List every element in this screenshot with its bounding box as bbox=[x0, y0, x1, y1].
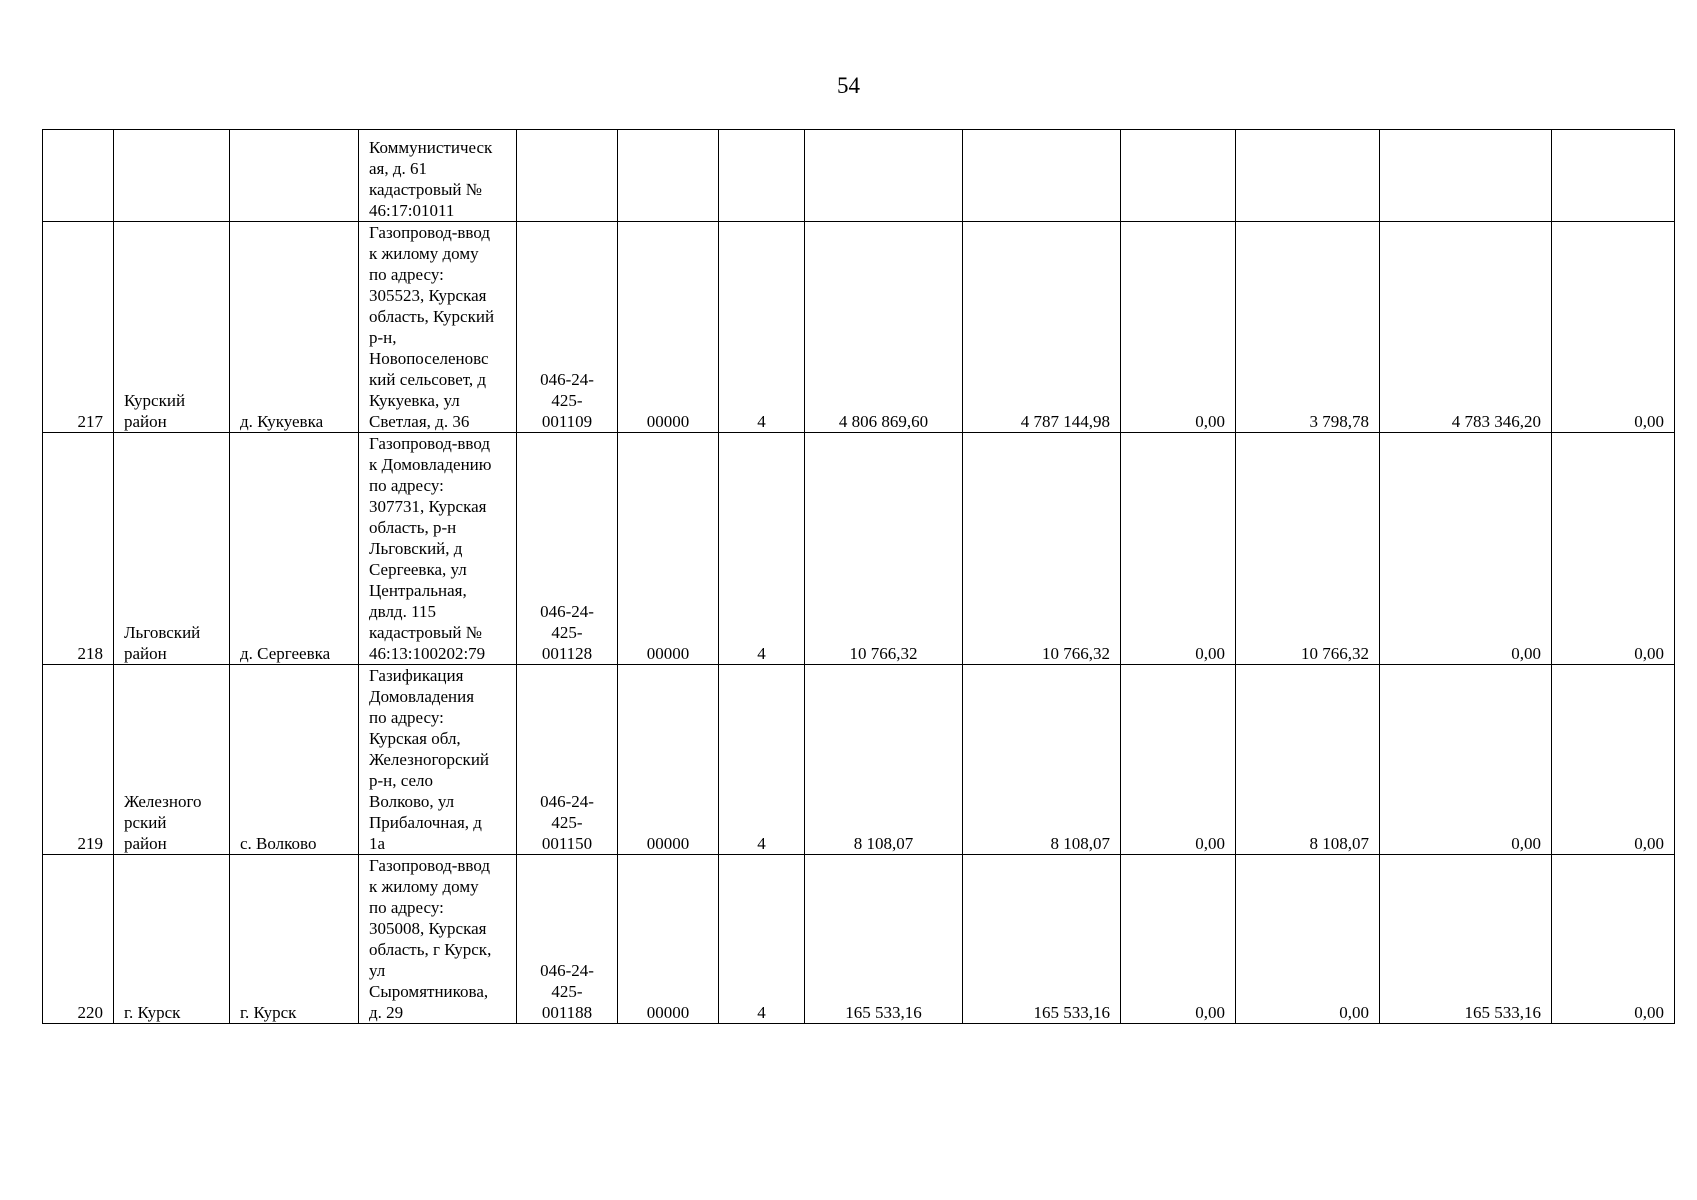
table-row bbox=[43, 855, 1675, 1024]
amount-cell: 4 783 346,20 bbox=[1380, 222, 1552, 433]
object-code-cell: 046-24- 425- 001150 bbox=[517, 665, 618, 855]
amount-cell bbox=[1380, 130, 1552, 222]
row-number-cell bbox=[43, 130, 114, 222]
object-code-cell: 046-24- 425- 001188 bbox=[517, 855, 618, 1024]
row-number-cell: 218 bbox=[43, 433, 114, 665]
amount-cell bbox=[805, 130, 963, 222]
object-code-cell bbox=[517, 130, 618, 222]
amount-cell bbox=[1552, 130, 1675, 222]
locality-cell: г. Курск bbox=[230, 855, 359, 1024]
amount-cell: 4 787 144,98 bbox=[963, 222, 1121, 433]
amount-cell: 165 533,16 bbox=[805, 855, 963, 1024]
value-cell: 4 bbox=[719, 665, 805, 855]
data-table bbox=[42, 129, 1675, 1024]
table-row bbox=[43, 222, 1675, 433]
amount-cell: 0,00 bbox=[1236, 855, 1380, 1024]
table-row bbox=[43, 130, 1675, 222]
page-number: 54 bbox=[837, 73, 860, 98]
district-cell: Курский район bbox=[114, 222, 230, 433]
amount-cell: 0,00 bbox=[1552, 222, 1675, 433]
amount-cell bbox=[963, 130, 1121, 222]
amount-cell bbox=[1236, 130, 1380, 222]
amount-cell: 0,00 bbox=[1121, 222, 1236, 433]
amount-cell: 3 798,78 bbox=[1236, 222, 1380, 433]
object-code-cell: 046-24- 425- 001109 bbox=[517, 222, 618, 433]
row-number-cell: 217 bbox=[43, 222, 114, 433]
locality-cell: д. Кукуевка bbox=[230, 222, 359, 433]
object-code-cell: 046-24- 425- 001128 bbox=[517, 433, 618, 665]
object-description-cell: Газопровод-ввод к жилому дому по адресу: 305008, Курская область, г Курск, ул Сыромятникова, д. 29 bbox=[359, 855, 517, 1024]
amount-cell: 0,00 bbox=[1121, 433, 1236, 665]
value-cell bbox=[719, 130, 805, 222]
value-cell: 00000 bbox=[618, 433, 719, 665]
amount-cell: 10 766,32 bbox=[963, 433, 1121, 665]
value-cell: 00000 bbox=[618, 665, 719, 855]
amount-cell: 0,00 bbox=[1121, 665, 1236, 855]
amount-cell: 4 806 869,60 bbox=[805, 222, 963, 433]
amount-cell: 8 108,07 bbox=[805, 665, 963, 855]
amount-cell: 10 766,32 bbox=[1236, 433, 1380, 665]
district-cell: Льговский район bbox=[114, 433, 230, 665]
object-description-cell: Газопровод-ввод к жилому дому по адресу: 305523, Курская область, Курский р-н, Новопоселеновс кий сельсовет, д Кукуевка, ул Светлая, д. 36 bbox=[359, 222, 517, 433]
value-cell: 00000 bbox=[618, 855, 719, 1024]
amount-cell: 10 766,32 bbox=[805, 433, 963, 665]
object-description-cell: Коммунистическ ая, д. 61 кадастровый № 46:17:01011 bbox=[359, 130, 517, 222]
object-description-cell: Газификация Домовладения по адресу: Курская обл, Железногорский р-н, село Волково, ул Прибалочная, д 1а bbox=[359, 665, 517, 855]
value-cell: 00000 bbox=[618, 222, 719, 433]
amount-cell: 0,00 bbox=[1552, 855, 1675, 1024]
amount-cell: 165 533,16 bbox=[1380, 855, 1552, 1024]
district-cell: г. Курск bbox=[114, 855, 230, 1024]
locality-cell bbox=[230, 130, 359, 222]
amount-cell: 0,00 bbox=[1380, 665, 1552, 855]
amount-cell: 8 108,07 bbox=[1236, 665, 1380, 855]
row-number-cell: 219 bbox=[43, 665, 114, 855]
amount-cell: 0,00 bbox=[1380, 433, 1552, 665]
value-cell: 4 bbox=[719, 855, 805, 1024]
district-cell bbox=[114, 130, 230, 222]
locality-cell: д. Сергеевка bbox=[230, 433, 359, 665]
amount-cell: 8 108,07 bbox=[963, 665, 1121, 855]
object-description-cell: Газопровод-ввод к Домовладению по адресу: 307731, Курская область, р-н Льговский, д Сергеевка, ул Центральная, двлд. 115 кадастровый № 46:13:100202:79 bbox=[359, 433, 517, 665]
row-number-cell: 220 bbox=[43, 855, 114, 1024]
value-cell: 4 bbox=[719, 222, 805, 433]
amount-cell: 165 533,16 bbox=[963, 855, 1121, 1024]
locality-cell: с. Волково bbox=[230, 665, 359, 855]
amount-cell: 0,00 bbox=[1121, 855, 1236, 1024]
value-cell: 4 bbox=[719, 433, 805, 665]
amount-cell bbox=[1121, 130, 1236, 222]
amount-cell: 0,00 bbox=[1552, 665, 1675, 855]
district-cell: Железного рский район bbox=[114, 665, 230, 855]
amount-cell: 0,00 bbox=[1552, 433, 1675, 665]
value-cell bbox=[618, 130, 719, 222]
table-row bbox=[43, 665, 1675, 855]
table-row bbox=[43, 433, 1675, 665]
